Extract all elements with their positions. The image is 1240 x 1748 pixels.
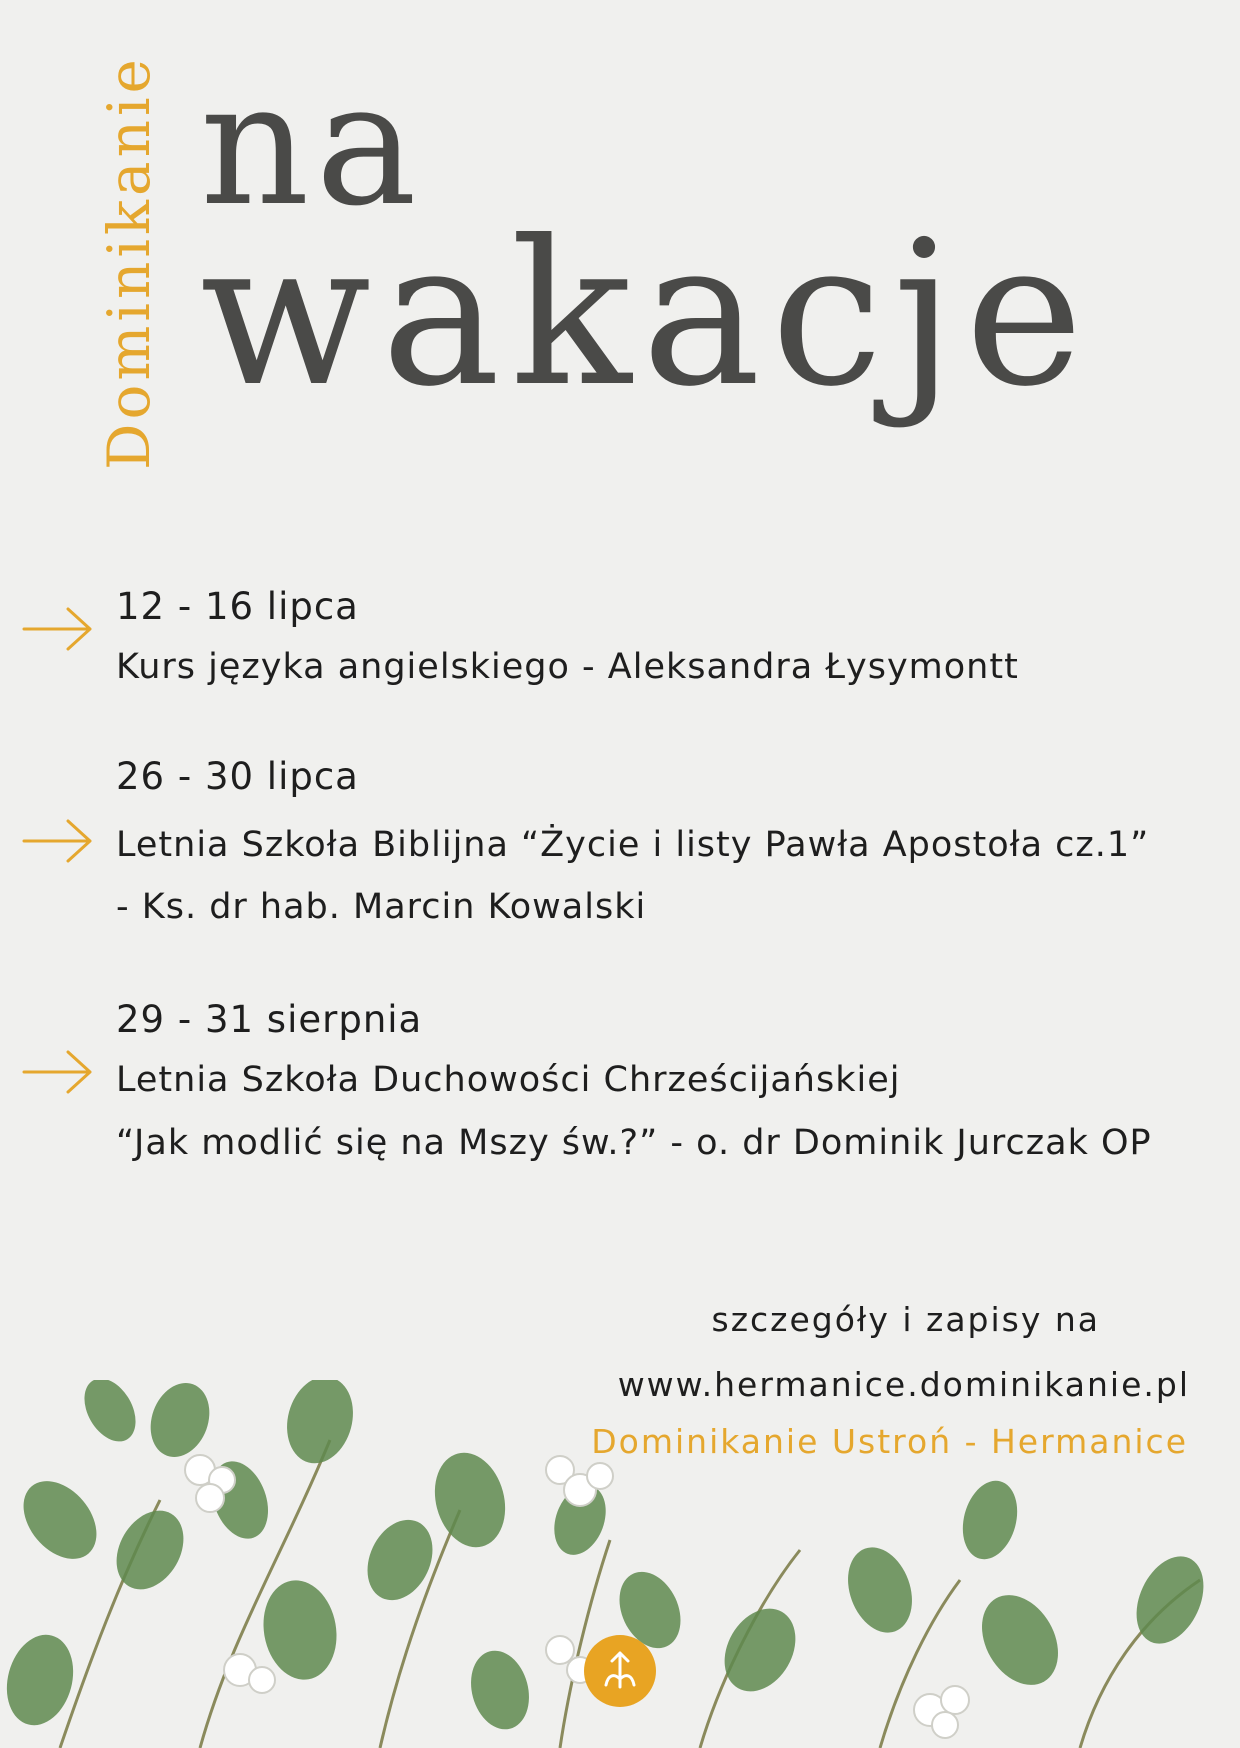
event-description: Letnia Szkoła Biblijna “Życie i listy Pawła Apostoła cz.1” — [116, 825, 1150, 865]
arrow-right-icon — [22, 819, 94, 863]
event-description: “Jak modlić się na Mszy św.?” - o. dr Dominik Jurczak OP — [116, 1123, 1152, 1163]
arrow-right-icon — [22, 607, 94, 651]
brand-vertical-text: Dominikanie — [95, 55, 163, 470]
event-date: 26 - 30 lipca — [116, 755, 359, 798]
event-description: - Ks. dr hab. Marcin Kowalski — [116, 887, 647, 927]
details-label: szczegóły i zapisy na — [711, 1300, 1100, 1339]
title-line-1: na — [200, 46, 423, 244]
event-date: 12 - 16 lipca — [116, 585, 359, 628]
event-description: Kurs języka angielskiego - Aleksandra Łysymontt — [116, 647, 1019, 687]
arrow-right-icon — [22, 1050, 94, 1094]
website-link[interactable]: www.hermanice.dominikanie.pl — [617, 1365, 1190, 1404]
dominican-logo-icon — [584, 1635, 656, 1707]
event-date: 29 - 31 sierpnia — [116, 998, 423, 1041]
title-line-2: wakacje — [200, 198, 1094, 431]
organization-name: Dominikanie Ustroń - Hermanice — [591, 1422, 1188, 1461]
event-description: Letnia Szkoła Duchowości Chrześcijańskiej — [116, 1060, 901, 1100]
